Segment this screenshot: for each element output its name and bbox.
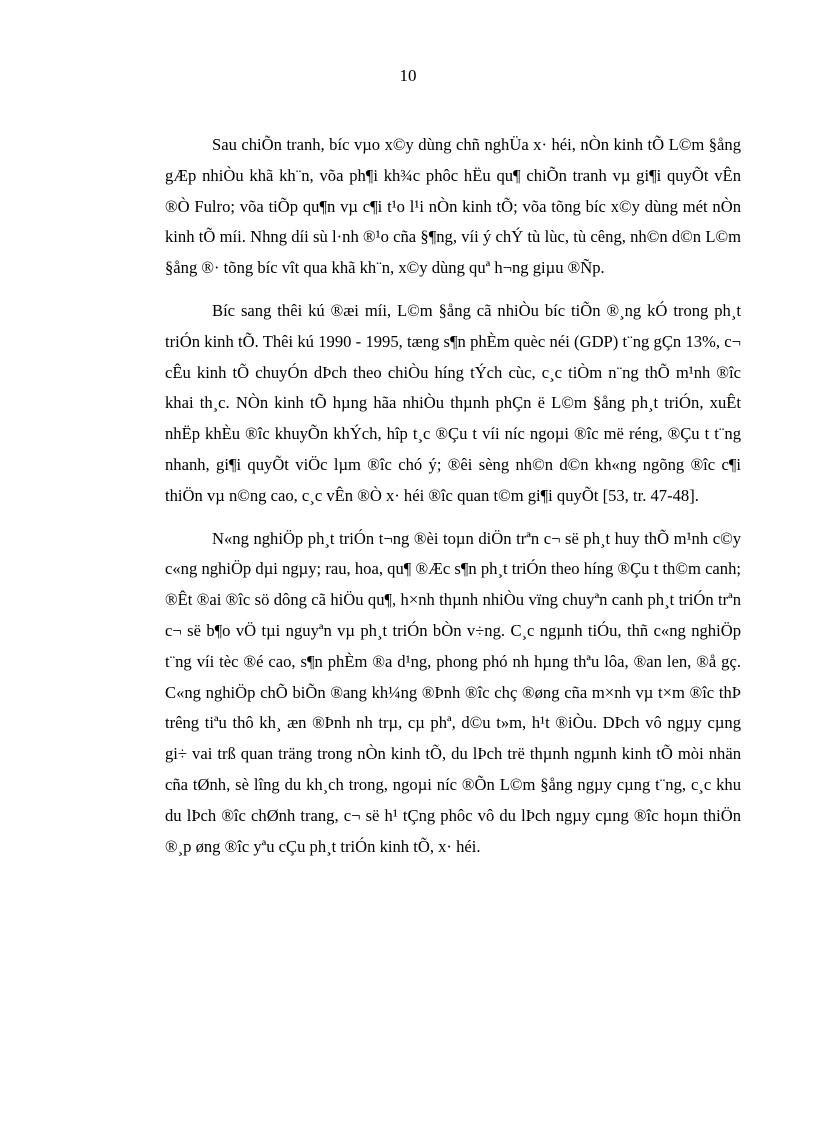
paragraph: Sau chiÕn tranh, bíc vµo x©y dùng chñ nghÜa x· héi, nÒn kinh tÕ L©m §ång gÆp nhiÒu khã kh¨n, võa ph¶i kh¾c phôc hËu qu¶ chiÕn tranh vµ gi¶i quyÕt vÊn ®Ò Fulro; võa tiÕp qu¶n vµ c¶i t¹o l¹i nÒn kinh tÕ; võa tõng bíc x©y dùng mét nÒn kinh tÕ míi. Nhng díi sù l·nh ®¹o cña §¶ng, víi ý chÝ tù lùc, tù cêng, nh©n d©n L©m §ång ®· tõng bíc vît qua khã kh¨n, x©y dùng quª h¬ng giµu ®Ñp. [165, 135, 741, 278]
paragraph: Bíc sang thêi kú ®æi míi, L©m §ång cã nhiÒu bíc tiÕn ®¸ng kÓ trong ph¸t triÓn kinh tÕ. Thêi kú 1990 - 1995, tæng s¶n phÈm quèc néi (GDP) t¨ng gÇn 13%, c¬ cÊu kinh tÕ chuyÓn dÞch theo chiÒu híng tÝch cùc, c¸c tiÒm n¨ng thÕ m¹nh ®îc khai th¸c. NÒn kinh tÕ hµng hãa nhiÒu thµnh phÇn ë L©m §ång ph¸t triÓn, xuÊt nhËp khÈu ®îc khuyÕn khÝch, hîp t¸c ®Çu t víi níc ngoµi ®îc më réng, ®Çu t t¨ng nhanh, gi¶i quyÕt viÖc lµm ®îc chó ý; ®êi sèng nh©n d©n kh«ng ngõng ®îc c¶i thiÖn vµ n©ng cao, c¸c vÊn ®Ò x· héi ®îc quan t©m gi¶i quyÕt [53, tr. 47-48]. [165, 300, 741, 505]
page-number: 10 [399, 66, 417, 85]
paragraph: N«ng nghiÖp ph¸t triÓn t¬ng ®èi toµn diÖn trªn c¬ së ph¸t huy thÕ m¹nh c©y c«ng nghiÖp dµi ngµy; rau, hoa, qu¶ ®Æc s¶n ph¸t triÓn theo híng ®Çu t th©m canh; ®Êt ®ai ®îc sö dông cã hiÖu qu¶, h×nh thµnh nhiÒu vïng chuyªn canh ph¸t triÓn trªn c¬ së b¶o vÖ tµi nguyªn vµ ph¸t triÓn bÒn v÷ng. C¸c ngµnh tiÓu, thñ c«ng nghiÖp t¨ng víi tèc ®é cao, s¶n phÈm ®a d¹ng, phong phó nh hµng thªu lôa, ®an len, ®å gç. C«ng nghiÖp chÕ biÕn ®ang kh¼ng ®Þnh ®îc chç ®øng cña m×nh vµ t×m ®îc thÞ trêng tiªu thô kh¸ æn ®Þnh nh trµ, cµ phª, d©u t»m, h¹t ®iÒu. DÞch vô ngµy cµng gi÷ vai trß quan träng trong nÒn kinh tÕ, du lÞch trë thµnh ngµnh kinh tÕ mòi nhän cña tØnh, sè lîng du kh¸ch trong, ngoµi níc ®Õn L©m §ång ngµy cµng t¨ng, c¸c khu du lÞch ®îc chØnh trang, c¬ së h¹ tÇng phôc vô du lÞch ngµy cµng ®îc hoµn thiÖn ®¸p øng ®îc yªu cÇu ph¸t triÓn kinh tÕ, x· héi. [165, 528, 741, 856]
body-text [165, 130, 741, 874]
